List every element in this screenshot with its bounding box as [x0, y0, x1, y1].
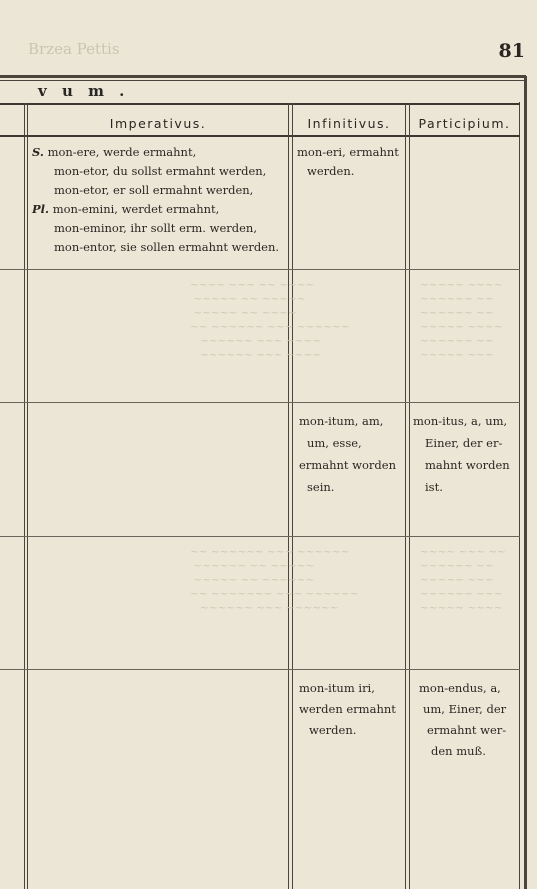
col-rule-mid-a [288, 103, 289, 889]
infinitive-line: sein. [307, 480, 335, 494]
imperative-line [32, 238, 288, 257]
imperative-form: mon-eminor, ihr sollt erm. werden, [54, 221, 257, 235]
row-rule-3 [0, 536, 520, 537]
page-number: 81 [498, 40, 525, 62]
section-title: v u m . [38, 82, 130, 100]
row-rule-4 [0, 669, 520, 670]
infinitive-line: werden. [309, 723, 357, 737]
header-rule-top [0, 103, 520, 105]
imperative-form: mon-etor, du sollst ermahnt werden, [54, 164, 267, 178]
infinitive-line: ermahnt worden [299, 458, 396, 472]
infinitivus-future-block [299, 678, 403, 741]
participle-line: mon-itus, a, um, [413, 414, 508, 428]
bleed-through-texture: ~~~~ ~~~ ~~ ~~~~ ~~~~~ ~~ ~~~~~ ~~~~~ ~~ ~~~~ ~~ ~~~~~~ ~~~ ~~~~~~ ~~~~~~ ~~~ ~~~~ ~~~~~~ ~~~ ~~~~ [190, 279, 350, 361]
infinitive-line: werden ermahnt [299, 702, 396, 716]
infinitivus-present-block [297, 143, 403, 181]
infinitive-line: um, esse, [307, 436, 362, 450]
imperative-line [32, 162, 288, 181]
header-infinitivus: Infinitivus. [307, 116, 391, 131]
col-rule-left-a [24, 103, 25, 889]
infinitivus-perfect-block [299, 410, 403, 498]
infinitive-line: mon-eri, ermahnt [297, 145, 399, 159]
imperative-line [32, 219, 288, 238]
participle-line: um, Einer, der [423, 702, 507, 716]
participle-line: Einer, der er- [425, 436, 503, 450]
header-imperativus: Imperativus. [109, 116, 207, 131]
number-marker: S. [32, 145, 44, 159]
imperative-form: mon-entor, sie sollen ermahnt werden. [54, 240, 280, 254]
imperative-form: mon-emini, werdet ermahnt, [52, 202, 220, 216]
col-rule-left-b [27, 103, 28, 889]
top-rule-thick [0, 75, 526, 78]
bleed-through-header: Brzea Pettis [28, 40, 120, 58]
imperative-line [32, 200, 288, 219]
number-marker: Pl. [32, 202, 50, 216]
infinitive-line: werden. [307, 164, 355, 178]
col-rule-right-b [409, 103, 410, 889]
imperative-form: mon-ere, werde ermahnt, [47, 145, 197, 159]
right-border-inner [519, 102, 520, 889]
top-rule-thin [0, 80, 526, 81]
row-rule-2 [0, 402, 520, 403]
bleed-through-texture: ~~ ~~~~~~ ~~~ ~~~~~~ ~~~~~~ ~~ ~~~~~ ~~~~~ ~~ ~~~~~~ ~~ ~~~~~~~ ~~~ ~~~~~~ ~~~~~~ ~~~ ~~~~~~ [190, 546, 359, 614]
participium-perfect-block [413, 410, 517, 498]
participium-future-block [413, 678, 517, 762]
right-border-outer [524, 76, 527, 889]
participle-line: den muß. [431, 744, 486, 758]
col-rule-right-a [405, 103, 406, 889]
participle-line: mon-endus, a, [419, 681, 501, 695]
infinitive-line: mon-itum iri, [299, 681, 375, 695]
infinitive-line: mon-itum, am, [299, 414, 384, 428]
imperativus-present-block [32, 143, 288, 257]
participle-line: mahnt worden [425, 458, 510, 472]
bleed-through-texture: ~~~~ ~~~ ~~ ~~~~~~ ~~ ~~~~~ ~~~ ~~~~~~ ~~~ ~~~~~ ~~~~ [420, 546, 506, 614]
imperative-line [32, 181, 288, 200]
imperative-line [32, 143, 288, 162]
bleed-through-texture: ~~~~~ ~~~~ ~~~~~~ ~~ ~~~~~~ ~~ ~~~~~ ~~~~ ~~~~~~ ~~ ~~~~~ ~~~ [420, 279, 503, 361]
row-rule-1 [0, 269, 520, 270]
imperative-form: mon-etor, er soll ermahnt werden, [54, 183, 254, 197]
participle-line: ist. [425, 480, 443, 494]
header-participium: Participium. [418, 116, 511, 131]
col-rule-mid-b [292, 103, 293, 889]
participle-line: ermahnt wer- [427, 723, 507, 737]
